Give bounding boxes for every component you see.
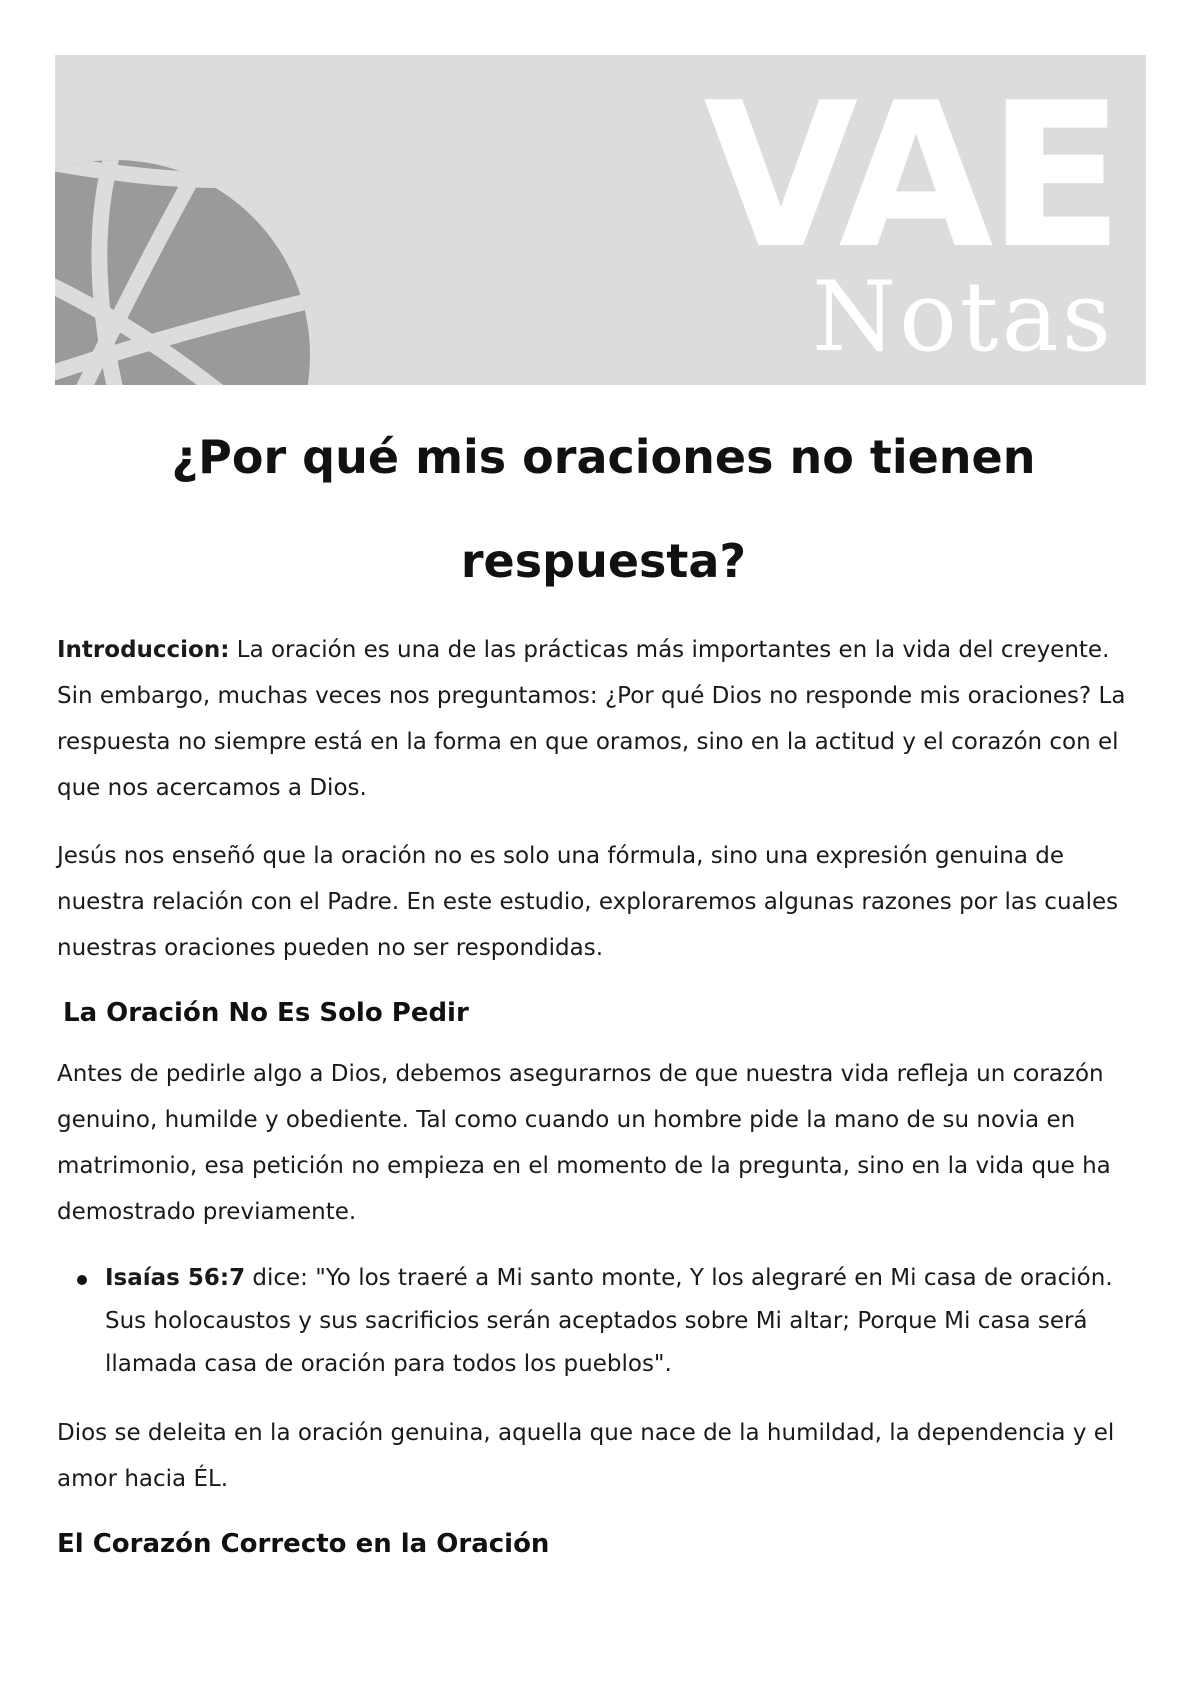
brand-logo-notas: Notas [812, 261, 1114, 373]
paragraph-2: Jesús nos enseñó que la oración no es solo una fórmula, sino una expresión genuina de nuestra relación con el Padre. En este estudio, exploraremos algunas razones por las cuales nuestras oraciones pueden no ser respondidas. [57, 843, 1119, 961]
section1-closing: Dios se deleita en la oración genuina, aquella que nace de la humildad, la dependencia y el amor hacia ÉL. [57, 1420, 1115, 1492]
section1-paragraph: Antes de pedirle algo a Dios, debemos asegurarnos de que nuestra vida refleja un corazón genuino, humilde y obediente. Tal como cuando un hombre pide la mano de su novia en matrimonio, esa petición no empieza en el momento de la pregunta, sino en la vida que ha demostrado previamente. [57, 1061, 1111, 1225]
page-title: ¿Por qué mis oraciones no tienen respuesta? [171, 430, 1036, 588]
brand-logo-vae: VAE [703, 60, 1118, 293]
bullet-icon [77, 1275, 87, 1285]
header-banner [55, 55, 1146, 385]
section-heading-2: El Corazón Correcto en la Oración [57, 1529, 550, 1559]
intro-text: La oración es una de las prácticas más importantes en la vida del creyente. Sin embargo, muchas veces nos preguntamos: ¿Por qué Dios no responde mis oraciones? La respuesta no siempre está en la forma en que oramos, sino en la actitud y el corazón con el que nos acercamos a Dios. [57, 637, 1126, 801]
verse-list [57, 1257, 1150, 1386]
intro-paragraph [57, 627, 1150, 811]
list-item [105, 1257, 1150, 1386]
article-body [57, 405, 1150, 1582]
intro-label: Introduccion: [57, 637, 230, 663]
verse-text: dice: "Yo los traeré a Mi santo monte, Y los alegraré en Mi casa de oración. Sus holocaustos y sus sacrificios serán aceptados sobre Mi altar; Porque Mi casa será llamada casa de oración para todos los pueblos". [105, 1265, 1113, 1377]
verse-reference: Isaías 56:7 [105, 1265, 246, 1291]
section-heading-1: La Oración No Es Solo Pedir [63, 998, 469, 1028]
